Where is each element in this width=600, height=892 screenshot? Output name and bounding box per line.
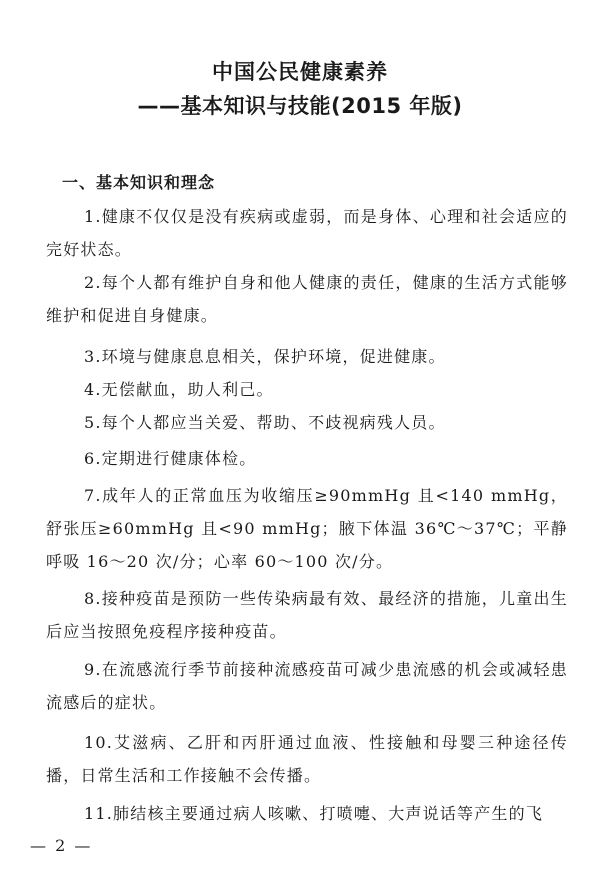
item-paragraph-7: 7.成年人的正常血压为收缩压≥90mmHg 且<140 mmHg，舒张压≥60mmHg 且<90 mmHg；腋下体温 36℃～37℃；平静呼吸 16～20 次/分；心率 60～100 次/分。: [46, 486, 568, 571]
item-paragraph-9: 9.在流感流行季节前接种流感疫苗可减少患流感的机会或减轻患流感后的症状。: [46, 660, 568, 712]
item-paragraph-10: 10.艾滋病、乙肝和丙肝通过血液、性接触和母婴三种途径传播，日常生活和工作接触不会传播。: [46, 733, 568, 785]
item-paragraph-2: 2.每个人都有维护自身和他人健康的责任，健康的生活方式能够维护和促进自身健康。: [46, 273, 568, 325]
item-paragraph-3: 3.环境与健康息息相关，保护环境，促进健康。: [84, 347, 446, 366]
document-title: 中国公民健康素养: [212, 60, 388, 84]
item-paragraph-4: 4.无偿献血，助人利己。: [84, 380, 274, 399]
document-subtitle: ——基本知识与技能(2015 年版): [137, 94, 463, 118]
item-paragraph-1: 1.健康不仅仅是没有疾病或虚弱，而是身体、心理和社会适应的完好状态。: [46, 207, 568, 259]
item-paragraph-11: 11.肺结核主要通过病人咳嗽、打喷嚏、大声说话等产生的飞: [84, 804, 544, 823]
section-heading: 一、基本知识和理念: [62, 173, 216, 192]
item-paragraph-8: 8.接种疫苗是预防一些传染病最有效、最经济的措施，儿童出生后应当按照免疫程序接种疫苗。: [46, 589, 568, 641]
item-paragraph-5: 5.每个人都应当关爱、帮助、不歧视病残人员。: [84, 413, 446, 432]
item-paragraph-6: 6.定期进行健康体检。: [84, 449, 257, 468]
page-number: — 2 —: [30, 836, 93, 855]
